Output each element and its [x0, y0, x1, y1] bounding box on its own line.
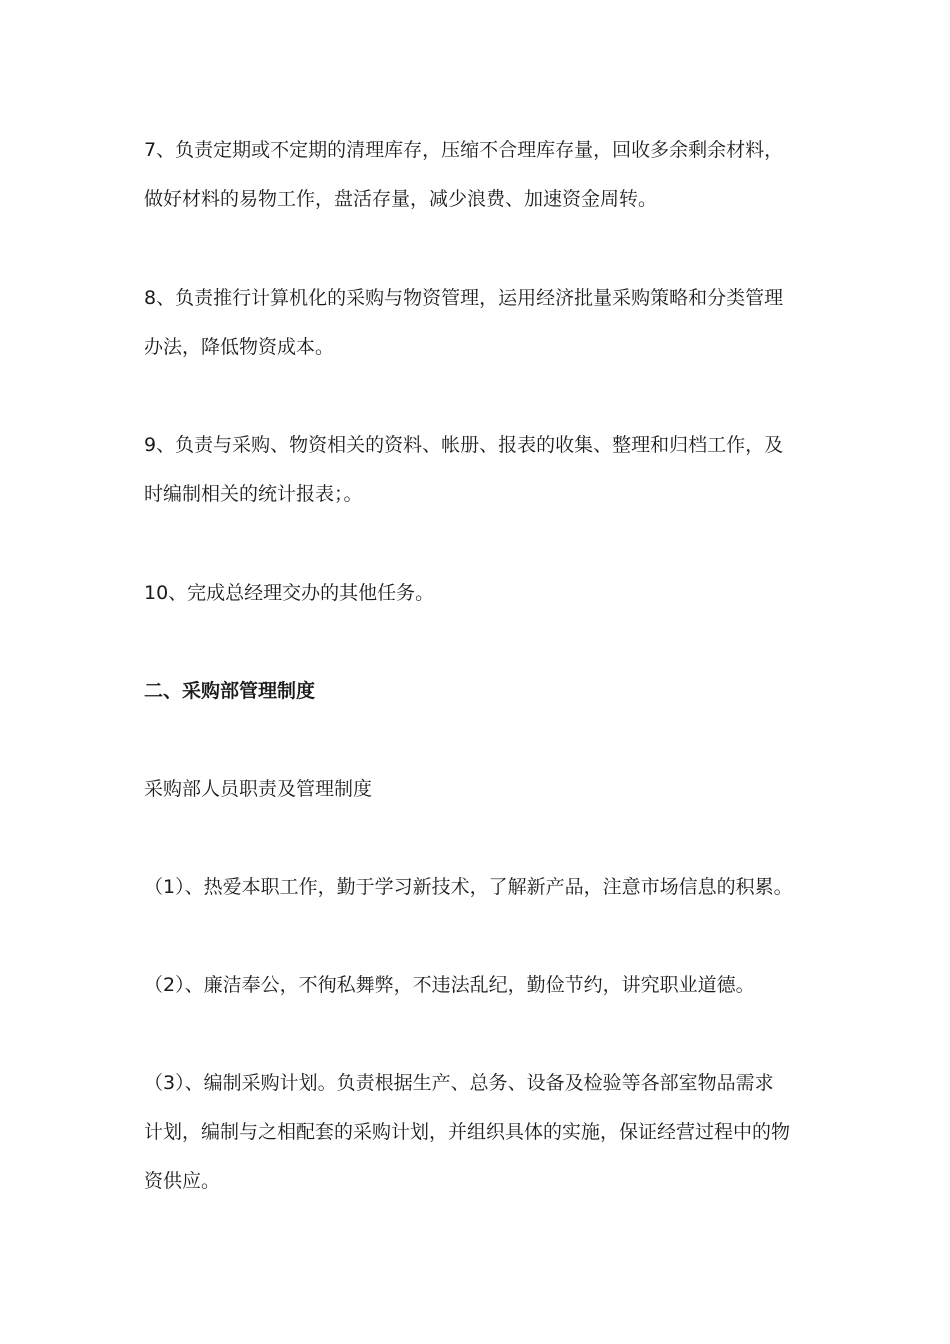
- item-8-line-1: 8、负责推行计算机化的采购与物资管理，运用经济批量采购策略和分类管理: [144, 287, 784, 309]
- rule-1-line-1: （1）、热爱本职工作，勤于学习新技术，了解新产品，注意市场信息的积累。: [144, 876, 793, 898]
- item-10-line-1: 10、完成总经理交办的其他任务。: [144, 582, 435, 604]
- rule-3-line-2: 计划，编制与之相配套的采购计划，并组织具体的实施，保证经营过程中的物: [144, 1121, 791, 1143]
- item-9-line-2: 时编制相关的统计报表；。: [144, 483, 363, 505]
- item-8-line-2: 办法，降低物资成本。: [144, 336, 335, 358]
- item-7-line-1: 7、负责定期或不定期的清理库存，压缩不合理库存量，回收多余剩余材料，: [144, 139, 784, 161]
- rule-3-line-1: （3）、编制采购计划。负责根据生产、总务、设备及检验等各部室物品需求: [144, 1072, 774, 1094]
- item-7-line-2: 做好材料的易物工作，盘活存量，减少浪费、加速资金周转。: [144, 188, 658, 210]
- subheading: 采购部人员职责及管理制度: [144, 778, 373, 800]
- rule-2-line-1: （2）、廉洁奉公，不徇私舞弊，不违法乱纪，勤俭节约，讲究职业道德。: [144, 974, 755, 996]
- item-9-line-1: 9、负责与采购、物资相关的资料、帐册、报表的收集、整理和归档工作，及: [144, 434, 784, 456]
- rule-3-line-3: 资供应。: [144, 1170, 221, 1192]
- section-heading: 二、采购部管理制度: [144, 680, 316, 702]
